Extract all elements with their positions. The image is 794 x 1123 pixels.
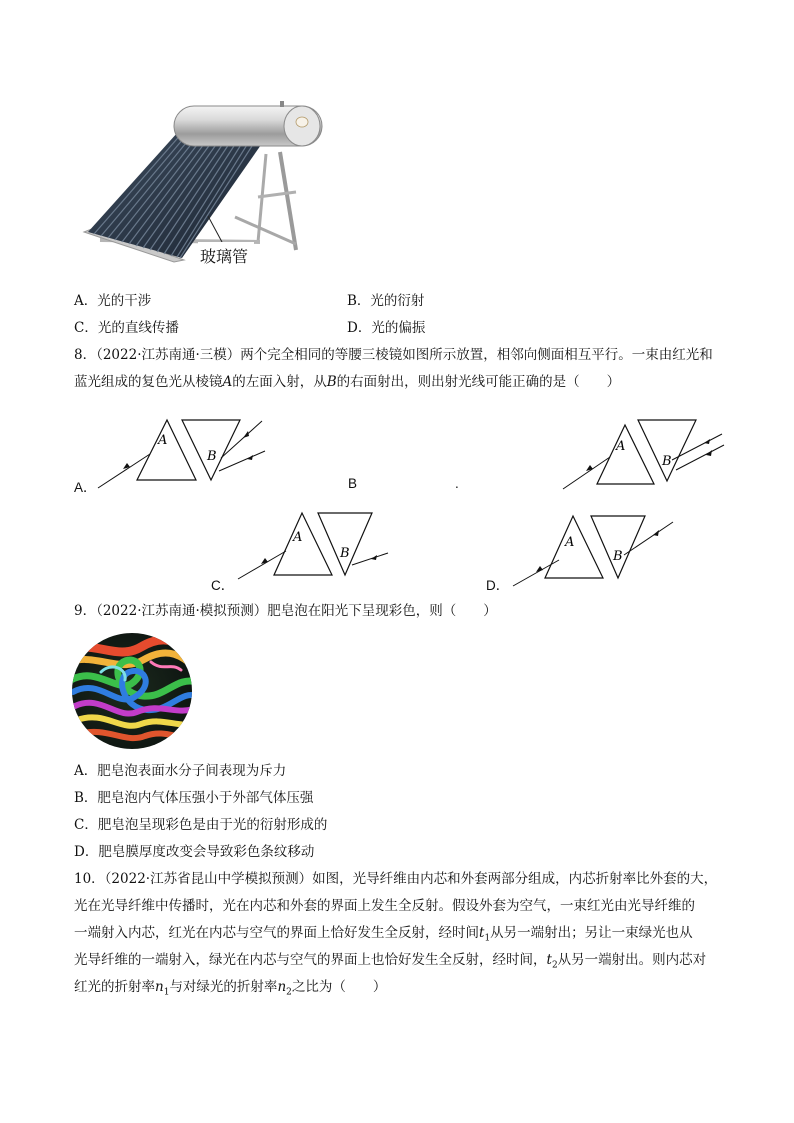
option-text: A．肥皂泡表面水分子间表现为斥力 <box>74 763 287 779</box>
option-letter: A． <box>74 480 97 495</box>
q9-stem <box>74 598 497 625</box>
q8-stem-line-2 <box>74 369 620 396</box>
soap-bubble-figure <box>71 632 193 750</box>
prism-a-label: A <box>293 530 303 545</box>
option-letter: B <box>348 476 358 491</box>
q8-diagram-d <box>505 510 685 592</box>
stem-text: 光在光导纤维中传播时，光在内芯和外套的界面上发生全反射。假设外套为空气，一束红光由光导纤维的 <box>74 898 695 914</box>
option-letter: C． <box>211 578 235 593</box>
stem-text: 之比为（ ） <box>291 979 387 995</box>
stem-text: 9．（2022·江苏南通·模拟预测）肥皂泡在阳光下呈现彩色，则（ ） <box>74 603 497 619</box>
stem-text: 从另一端射出。则内芯对 <box>557 952 707 968</box>
option-text: C．肥皂泡呈现彩色是由于光的衍射形成的 <box>74 817 328 833</box>
prism-a-label: A <box>565 535 575 550</box>
q7-option-d[interactable] <box>347 315 425 342</box>
stem-text: 与对绿光的折射率 <box>169 979 278 995</box>
q8-diagram-a <box>90 405 280 495</box>
prism-b-label: B <box>207 449 217 464</box>
option-text: B．肥皂泡内气体压强小于外部气体压强 <box>74 790 314 806</box>
option-letter: D． <box>486 578 510 593</box>
stem-text: 的左面入射，从 <box>232 374 327 390</box>
time-t2-subscript: 2 <box>551 960 558 971</box>
index-n1-subscript: 1 <box>163 987 170 998</box>
stem-text: 10．（2022·江苏省昆山中学模拟预测）如图，光导纤维由内芯和外套两部分组成，内芯折射率比外套的大， <box>74 871 718 887</box>
q7-option-c[interactable] <box>74 315 179 342</box>
option-letter: B． <box>347 293 371 309</box>
option-text: 光的直线传播 <box>97 320 179 336</box>
solar-heater-image <box>70 92 340 274</box>
q10-stem-line-5 <box>74 974 386 1007</box>
q8-stem-line-1 <box>74 342 713 369</box>
q8-option-c-label[interactable] <box>211 574 234 594</box>
option-text: 光的干涉 <box>97 293 152 309</box>
q9-option-b[interactable] <box>74 785 313 812</box>
stem-text: 从另一端射出；另让一束绿光也从 <box>490 925 693 941</box>
q7-option-a[interactable] <box>74 288 151 315</box>
option-letter: A． <box>74 293 98 309</box>
time-t1: t <box>479 925 485 941</box>
prism-a-ref: A <box>222 374 233 390</box>
option-letter: C． <box>74 320 98 336</box>
stem-text: 的右面射出，则出射光线可能正确的是（ ） <box>336 374 621 390</box>
prism-a-label: A <box>616 439 626 454</box>
prism-b-label: B <box>662 454 672 469</box>
q8-option-b-label[interactable] <box>348 476 357 491</box>
stem-text: 一端射入内芯，红光在内芯与空气的界面上恰好发生全反射，经时间 <box>74 925 479 941</box>
q10-stem-line-1 <box>74 866 717 893</box>
q8-diagram-b <box>560 412 730 494</box>
option-dot: . <box>455 476 459 491</box>
time-t1-subscript: 1 <box>484 933 491 944</box>
index-n2-subscript: 2 <box>286 987 292 998</box>
option-text: D．肥皂膜厚度改变会导致彩色条纹移动 <box>74 844 315 860</box>
time-t2: t <box>546 952 552 968</box>
solar-heater-figure <box>70 92 340 274</box>
q8-option-d-label[interactable] <box>486 574 509 594</box>
prism-a-label: A <box>158 433 168 448</box>
index-n1: n <box>155 979 164 995</box>
glass-tube-label: 玻璃管 <box>200 247 249 266</box>
q9-option-d[interactable] <box>74 839 314 866</box>
option-letter: D． <box>347 320 372 336</box>
stem-text: 8．（2022·江苏南通·三模）两个完全相同的等腰三棱镜如图所示放置，相邻向侧面相互平行。一束由红光和 <box>74 347 713 363</box>
prism-b-ref: B <box>326 374 337 390</box>
q9-option-a[interactable] <box>74 758 286 785</box>
stem-text: 蓝光组成的复色光从棱镜 <box>74 374 223 390</box>
soap-bubble-image <box>71 632 193 750</box>
option-text: 光的偏振 <box>371 320 426 336</box>
prism-b-label: B <box>340 546 350 561</box>
q10-stem-line-2 <box>74 893 695 920</box>
q8-diagram-c <box>230 505 400 587</box>
q9-option-c[interactable] <box>74 812 327 839</box>
stem-text: 红光的折射率 <box>74 979 155 995</box>
option-text: 光的衍射 <box>370 293 425 309</box>
q8-option-b-dot <box>455 476 459 491</box>
prism-b-label: B <box>613 549 623 564</box>
stem-text: 光导纤维的一端射入，绿光在内芯与空气的界面上也恰好发生全反射，经时间， <box>74 952 547 968</box>
q7-option-b[interactable] <box>347 288 424 315</box>
index-n2: n <box>277 979 287 995</box>
